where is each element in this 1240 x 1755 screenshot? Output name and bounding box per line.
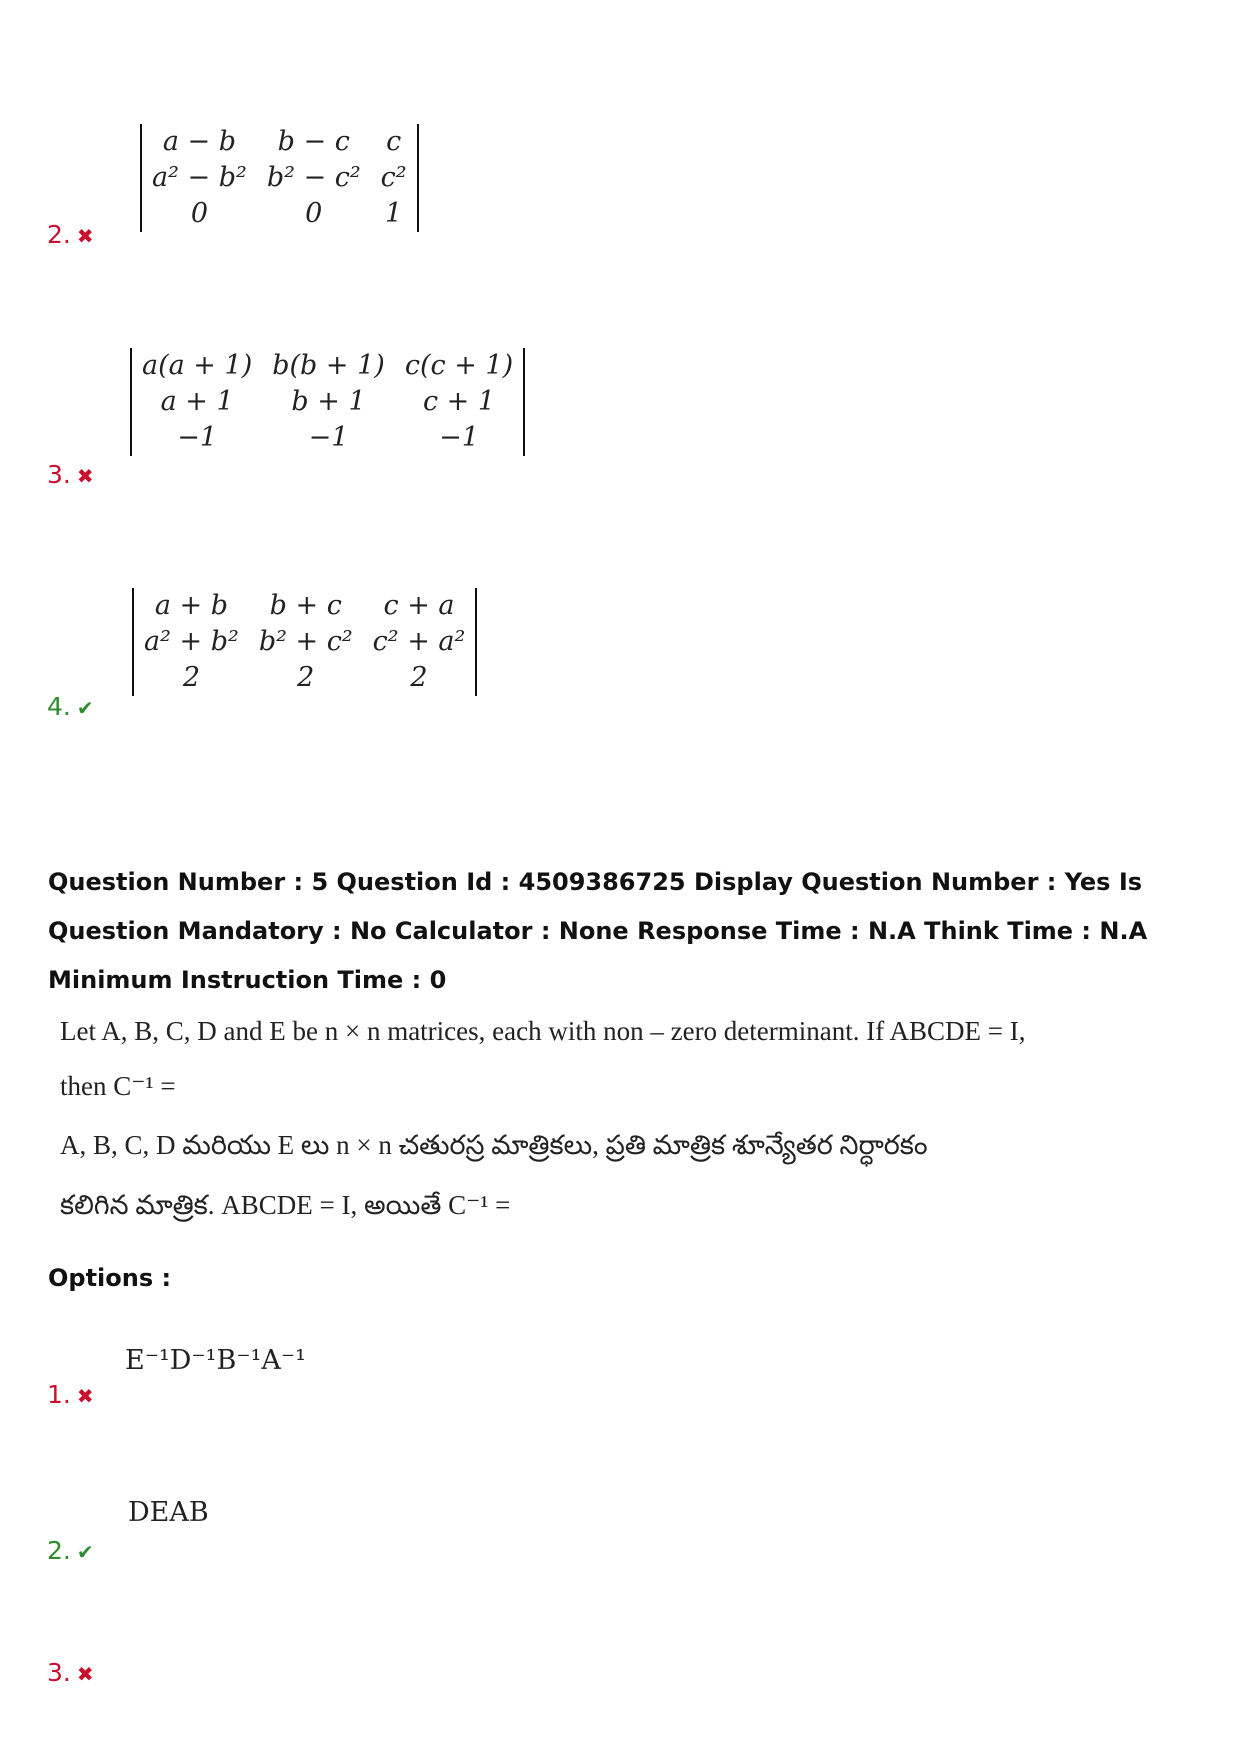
option-number: 3.	[47, 1658, 71, 1687]
question-text-en-1: Let A, B, C, D and E be n × n matrices, each with non – zero determinant. If ABCDE = I,	[60, 1016, 1026, 1046]
question-meta: Question Number : 5 Question Id : 4509386725 Display Question Number : Yes Is Question Mandatory : No Calculator : None Response Time : N.A Think Time : N.A Minimum Instruction Time : 0	[48, 868, 1148, 994]
cross-icon: ✖	[76, 464, 94, 488]
cell: 2	[410, 662, 428, 693]
cell: c²	[380, 162, 407, 193]
cell: a + 1	[160, 386, 234, 417]
option-2-label	[47, 220, 94, 249]
question-text-te-1: A, B, C, D మరియు E లు n × n చతురస్ర మాత్రికలు, ప్రతి మాత్రిక శూన్యేతర నిర్ధారకం	[60, 1130, 928, 1160]
determinant-option-2	[140, 124, 419, 232]
question-text-en-2: then C⁻¹ =	[60, 1071, 176, 1101]
option-1-text: E⁻¹D⁻¹B⁻¹A⁻¹	[125, 1345, 306, 1376]
cell: b² − c²	[266, 162, 361, 193]
option-2-label-q5	[47, 1536, 94, 1565]
cell: −1	[177, 422, 218, 453]
cell: a − b	[162, 126, 236, 157]
option-number: 4.	[47, 692, 71, 721]
cell: a² + b²	[144, 626, 239, 657]
determinant-option-3	[130, 348, 525, 456]
cell: a(a + 1)	[142, 350, 253, 381]
option-3-label	[47, 460, 94, 489]
question-text-te-2: కలిగిన మాత్రిక. ABCDE = I, అయితే C⁻¹ =	[60, 1190, 511, 1220]
cell: b + 1	[291, 386, 366, 417]
cell: 2	[297, 662, 315, 693]
cross-icon: ✖	[76, 224, 94, 248]
options-label: Options :	[48, 1264, 172, 1292]
cell: 2	[182, 662, 200, 693]
cell: 0	[305, 198, 323, 229]
cell: b − c	[277, 126, 350, 157]
option-3-label-q5	[47, 1658, 94, 1687]
cell: c + 1	[422, 386, 496, 417]
option-number: 3.	[47, 460, 71, 489]
option-number: 1.	[47, 1380, 71, 1409]
cell: −1	[439, 422, 479, 453]
cell: b + c	[269, 590, 342, 621]
cross-icon: ✖	[76, 1662, 94, 1686]
cross-icon: ✖	[76, 1384, 94, 1408]
cell: c	[386, 126, 402, 157]
cell: −1	[308, 422, 349, 453]
option-number: 2.	[47, 220, 71, 249]
option-1-label	[47, 1380, 94, 1409]
cell: a² − b²	[152, 162, 247, 193]
cell: b² + c²	[258, 626, 353, 657]
check-icon: ✔	[76, 696, 94, 720]
determinant-option-4	[132, 588, 477, 696]
cell: a + b	[154, 590, 228, 621]
cell: c(c + 1)	[404, 350, 514, 381]
check-icon: ✔	[76, 1540, 94, 1564]
cell: c² + a²	[372, 626, 466, 657]
cell: c + a	[383, 590, 455, 621]
cell: 1	[385, 198, 403, 229]
option-2-text: DEAB	[128, 1497, 209, 1528]
cell: b(b + 1)	[272, 350, 385, 381]
option-4-label	[47, 692, 94, 721]
option-number: 2.	[47, 1536, 71, 1565]
cell: 0	[190, 198, 208, 229]
